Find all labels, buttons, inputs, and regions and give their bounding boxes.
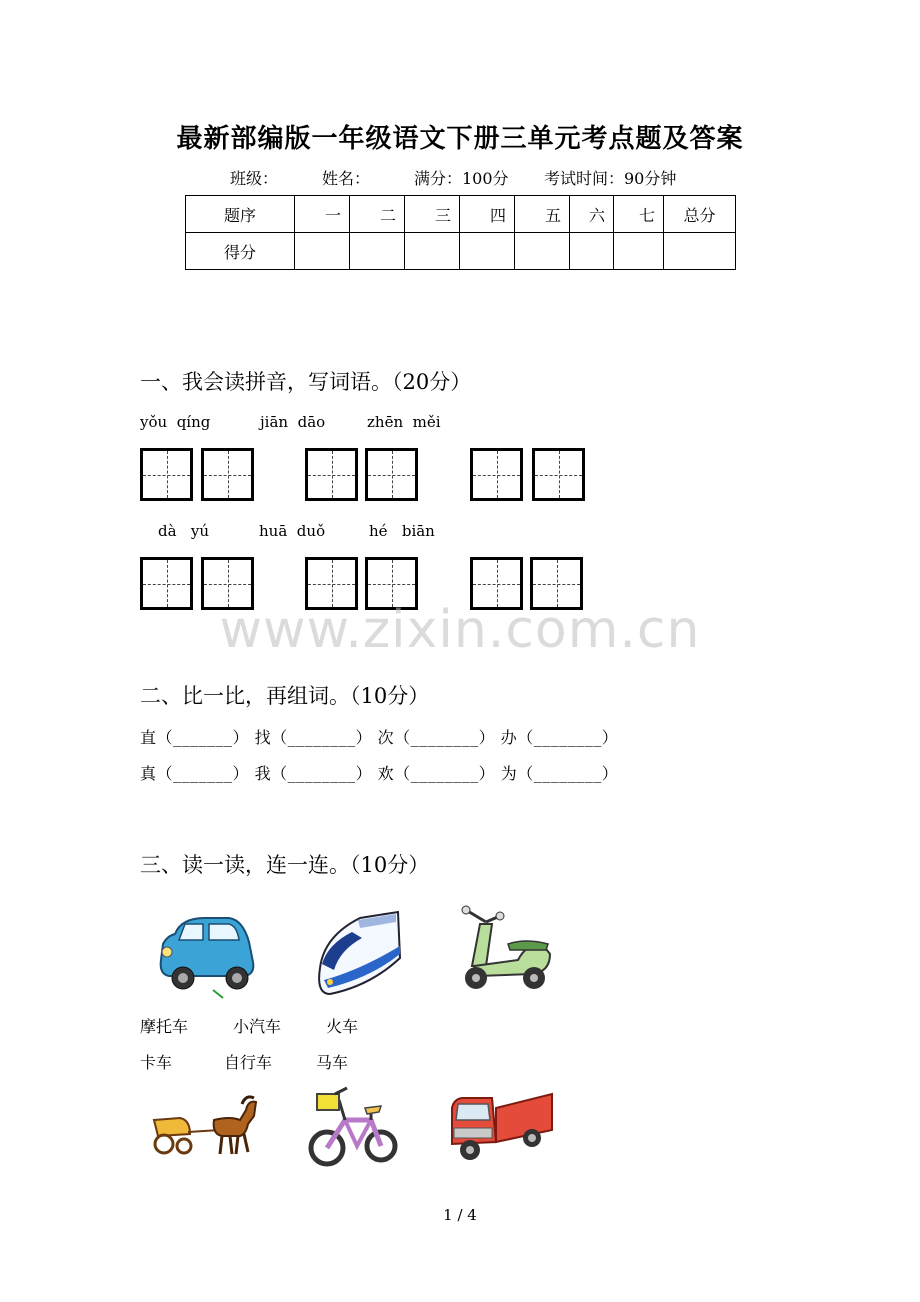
- scooter-picture: [456, 904, 556, 994]
- score-cell[interactable]: [614, 233, 664, 270]
- score-table-header-row: [186, 196, 736, 233]
- page-title: 最新部编版一年级语文下册三单元考点题及答案: [176, 124, 744, 154]
- bicycle-picture: [305, 1080, 400, 1172]
- pinyin-2-2: huā duǒ: [259, 522, 326, 540]
- score-cell[interactable]: [664, 233, 736, 270]
- word-carriage: 马车: [316, 1053, 349, 1072]
- word-car: 小汽车: [233, 1017, 282, 1036]
- train-picture: [310, 908, 405, 1000]
- score-row-label: 得分: [186, 233, 295, 270]
- word-train: 火车: [326, 1017, 359, 1036]
- score-cell[interactable]: [515, 233, 570, 270]
- header-cell-7: 七: [614, 196, 664, 233]
- pinyin-1-3: zhēn měi: [367, 413, 441, 431]
- page-number: 1 / 4: [443, 1206, 477, 1224]
- section3-heading: 三、读一读，连一连。（10分）: [140, 853, 430, 877]
- score-cell[interactable]: [295, 233, 350, 270]
- compare-line-2: 真（_______） 我（________） 欢（________） 为（________）: [140, 764, 619, 783]
- header-cell-3: 三: [405, 196, 460, 233]
- writing-grid[interactable]: [532, 448, 585, 501]
- pinyin-2-3: hé biān: [369, 522, 435, 540]
- pinyin-1-2: jiān dāo: [260, 413, 326, 431]
- section2-heading: 二、比一比，再组词。（10分）: [140, 684, 430, 708]
- watermark: www.zixin.com.cn: [219, 600, 701, 660]
- score-cell[interactable]: [350, 233, 405, 270]
- score-cell[interactable]: [460, 233, 515, 270]
- score-cell[interactable]: [570, 233, 614, 270]
- horse-carriage-picture: [150, 1090, 262, 1160]
- header-cell-2: 二: [350, 196, 405, 233]
- car-picture: [155, 912, 260, 1002]
- class-label: 班级：: [230, 169, 279, 188]
- truck-picture: [448, 1088, 556, 1168]
- score-cell[interactable]: [405, 233, 460, 270]
- header-cell-1: 一: [295, 196, 350, 233]
- score-table-score-row: [186, 233, 736, 270]
- writing-grid[interactable]: [470, 448, 523, 501]
- writing-grid[interactable]: [365, 448, 418, 501]
- word-motorcycle: 摩托车: [140, 1017, 189, 1036]
- full-score-label: 满分：100分: [414, 169, 509, 188]
- section1-heading: 一、我会读拼音，写词语。（20分）: [140, 370, 472, 394]
- header-cell-6: 六: [570, 196, 614, 233]
- pinyin-1-1: yǒu qíng: [140, 413, 211, 431]
- writing-grid[interactable]: [305, 448, 358, 501]
- header-cell-4: 四: [460, 196, 515, 233]
- exam-time-label: 考试时间：90分钟: [544, 169, 677, 188]
- word-bicycle: 自行车: [224, 1053, 273, 1072]
- word-truck: 卡车: [140, 1053, 173, 1072]
- writing-grid[interactable]: [201, 448, 254, 501]
- header-cell-order: 题序: [186, 196, 295, 233]
- compare-line-1: 直（_______） 找（________） 次（________） 办（________）: [140, 728, 619, 747]
- score-table: [185, 195, 736, 270]
- header-cell-5: 五: [515, 196, 570, 233]
- writing-grid[interactable]: [140, 448, 193, 501]
- pinyin-2-1: dà yú: [158, 522, 209, 540]
- name-label: 姓名：: [322, 169, 371, 188]
- header-cell-total: 总分: [664, 196, 736, 233]
